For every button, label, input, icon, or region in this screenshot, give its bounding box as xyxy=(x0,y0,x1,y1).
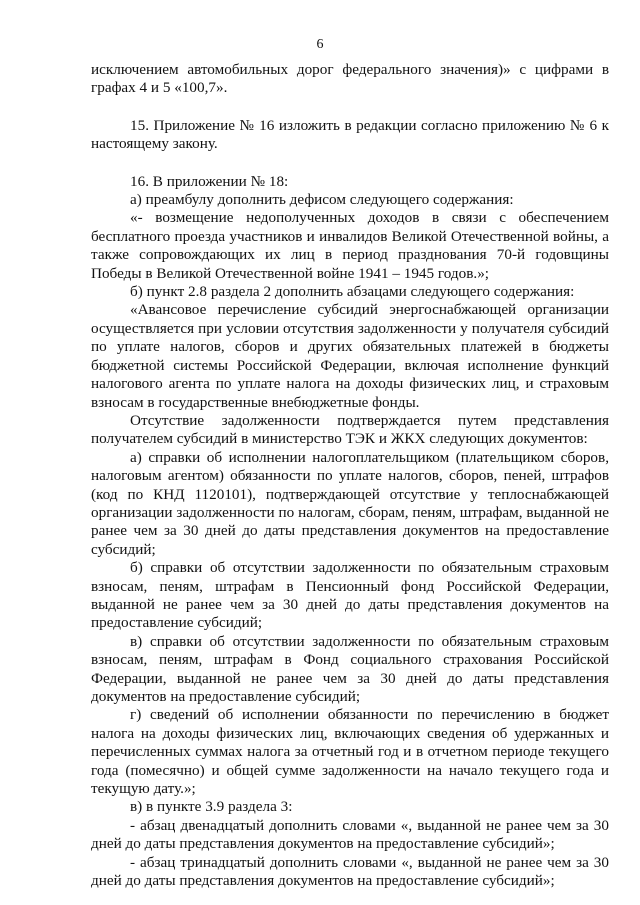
paragraph-spacer xyxy=(91,154,609,173)
paragraph-continuation: исключением автомобильных дорог федерального значения)» с цифрами в графах 4 и 5 «100,7». xyxy=(91,61,609,97)
paragraph-dash-twelfth: - абзац двенадцатый дополнить словами «, выданной не ранее чем за 30 дней до даты представления документов на предоставление субсидий»; xyxy=(91,816,609,853)
paragraph-dash-thirteenth: - абзац тринадцатый дополнить словами «, выданной не ранее чем за 30 дней до даты представления документов на предоставление субсидий»; xyxy=(91,853,609,890)
document-body xyxy=(91,61,609,890)
paragraph-subitem-b: б) пункт 2.8 раздела 2 дополнить абзацами следующего содержания: xyxy=(130,283,575,301)
paragraph-absence-of-debt: Отсутствие задолженности подтверждается путем представления получателем субсидий в министерство ТЭК и ЖКХ следующих документов: xyxy=(91,411,609,448)
paragraph-quote-dash: «- возмещение недополученных доходов в связи с обеспечением бесплатного проезда участников и инвалидов Великой Отечественной войны, а также сопровождающих их лиц в период празднования 70-й годовщины Победы в Великой Отечественной войне 1941 – 1945 годов.»; xyxy=(91,209,609,282)
paragraph-quote-advance: «Авансовое перечисление субсидий энергоснабжающей организации осуществляется при условии отсутствия задолженности у получателя субсидий по уплате налогов, сборов и других обязательных платежей в бюджеты бюджетной системы Российской Федерации, включая исполнение функций налогового агента по уплате налога на доходы физических лиц, и страховым взносам в государственные внебюджетные фонды. xyxy=(91,301,609,411)
page-number: 6 xyxy=(316,37,324,52)
paragraph-doc-g: г) сведений об исполнении обязанности по перечислению в бюджет налога на доходы физических лиц, включающих сведения об удержанных и перечисленных суммах налога за отчетный год и в отчетном периоде текущего года (помесячно) и общей сумме задолженности на начало текущего года и текущую дату.»; xyxy=(91,706,609,798)
paragraph-item-15: 15. Приложение № 16 изложить в редакции согласно приложению № 6 к настоящему закону. xyxy=(91,116,609,153)
paragraph-item-16: 16. В приложении № 18: xyxy=(130,172,289,190)
paragraph-subitem-v: в) в пункте 3.9 раздела 3: xyxy=(130,798,293,816)
paragraph-doc-b: б) справки об отсутствии задолженности по обязательным страховым взносам, пеням, штрафам в Пенсионный фонд Российской Федерации, выданной не ранее чем за 30 дней до даты представления документов на предоставление субсидий; xyxy=(91,559,609,632)
paragraph-doc-a: а) справки об исполнении налогоплательщиком (плательщиком сборов, налоговым агентом) обязанности по уплате налогов, сборов, пеней, штрафов (код по КНД 1120101), подтверждающей отсутствие у теплоснабжающей организации задолженности по налогам, сборам, пеням, штрафам, выданной не ранее чем за 30 дней до даты представления документов на предоставление субсидий; xyxy=(91,448,609,558)
paragraph-doc-v: в) справки об отсутствии задолженности по обязательным страховым взносам, пеням, штрафам в Фонд социального страхования Российской Федерации, выданной не ранее чем за 30 дней до даты представления документов на предоставление субсидий; xyxy=(91,632,609,705)
paragraph-subitem-a: а) преамбулу дополнить дефисом следующего содержания: xyxy=(130,191,514,209)
paragraph-spacer xyxy=(91,98,609,117)
